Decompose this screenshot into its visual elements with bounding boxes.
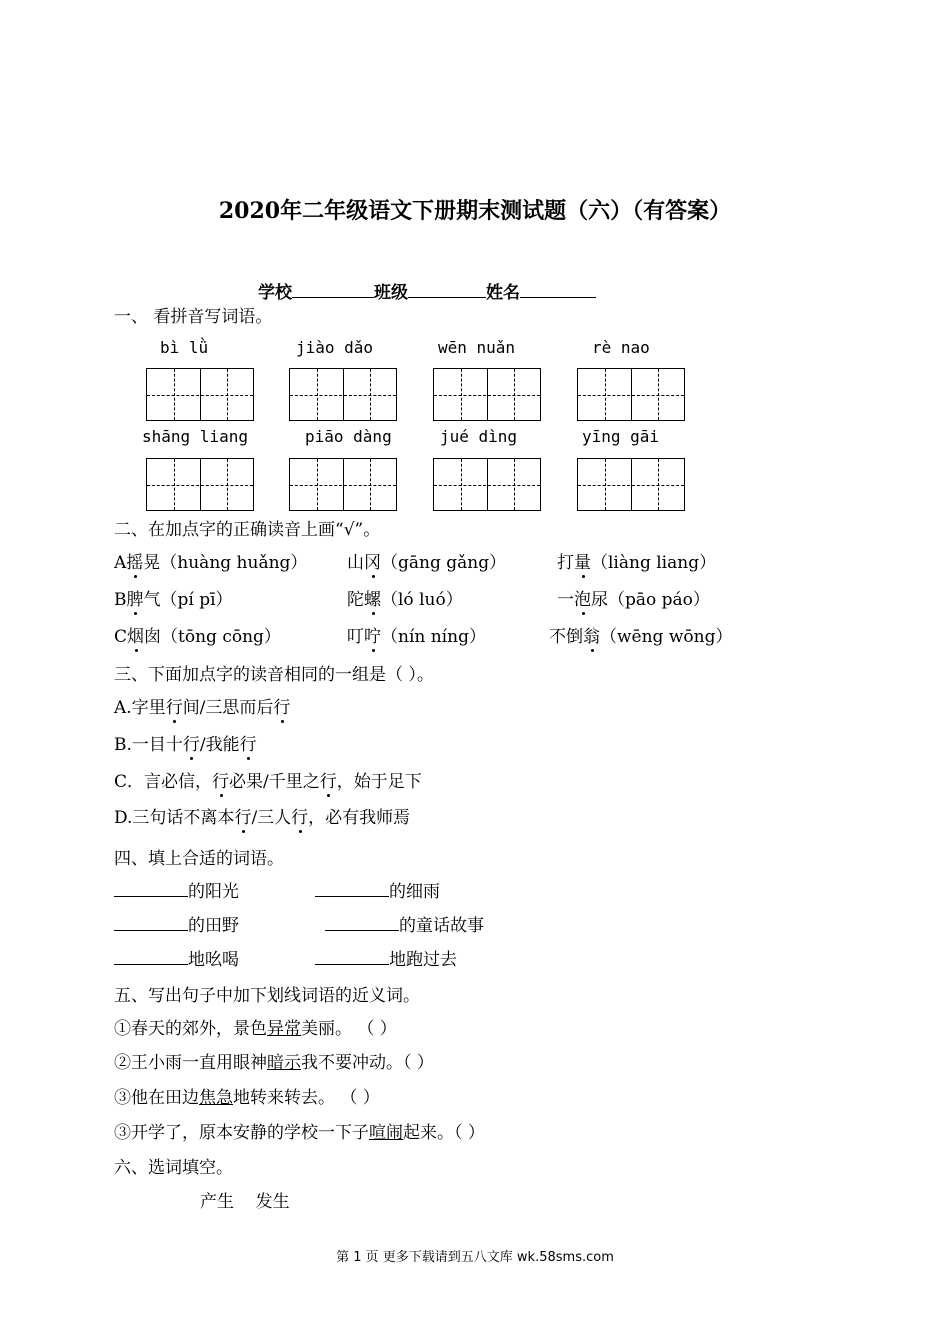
page-footer: 第 1 页 更多下载请到五八文库 wk.58sms.com	[336, 1250, 614, 1265]
s5-item-2: ②王小雨一直用眼神暗示我不要冲动。（ ）	[114, 1053, 434, 1073]
section6-heading: 六、选词填空。	[114, 1158, 233, 1178]
s5-item-4: ③开学了，原本安静的学校一下子喧闹起来。（ ）	[114, 1123, 485, 1143]
s6-word-choices: 产生 发生	[200, 1192, 290, 1212]
s4-item-5: 地吆喝	[114, 945, 239, 970]
section1-heading: 一、 看拼音写词语。	[114, 307, 273, 327]
section2-heading: 二、在加点字的正确读音上画“√”。	[114, 520, 381, 540]
pinyin-2: jiào dǎo	[296, 338, 374, 357]
writing-grid-4[interactable]	[577, 368, 685, 421]
s2-item-a2: 山冈（gāng gǎng）	[347, 548, 506, 573]
s2-item-b2: 陀螺（ló luó）	[347, 585, 463, 610]
pinyin-1: bì lǜ	[160, 338, 209, 357]
section3-heading: 三、下面加点字的读音相同的一组是（ ）。	[114, 665, 434, 685]
writing-grid-1[interactable]	[146, 368, 254, 421]
s3-option-a: A.字里行间/三思而后行	[114, 693, 290, 718]
school-blank	[292, 283, 374, 298]
pinyin-6: piāo dàng	[305, 427, 392, 446]
s2-item-c2: 叮咛（nín níng）	[347, 622, 486, 647]
s2-item-c1: C烟囱（tōng cōng）	[114, 622, 281, 647]
s2-item-c3: 不倒翁（wēng wōng）	[549, 622, 732, 647]
s2-item-a3: 打量（liàng liang）	[557, 548, 716, 573]
student-info	[258, 278, 596, 303]
s4-item-6: 地跑过去	[315, 945, 457, 970]
pinyin-7: jué dìng	[440, 427, 518, 446]
s2-item-a1: A摇晃（huàng huǎng）	[114, 548, 307, 573]
name-blank	[520, 283, 596, 298]
class-label: 班级	[374, 283, 408, 303]
s4-item-3: 的田野	[114, 911, 239, 936]
pinyin-8: yīng gāi	[582, 427, 660, 446]
s3-option-d: D.三句话不离本行/三人行，必有我师焉	[114, 803, 410, 828]
page-title: 2020年二年级语文下册期末测试题（六）（有答案）	[218, 198, 732, 224]
section4-heading: 四、填上合适的词语。	[114, 849, 284, 869]
school-label: 学校	[258, 283, 292, 303]
writing-grid-6[interactable]	[289, 458, 397, 511]
s5-item-1: ①春天的郊外，景色异常美丽。 （ ）	[114, 1019, 397, 1039]
s2-item-b1: B脾气（pí pī）	[114, 585, 233, 610]
s4-item-4: 的童话故事	[325, 911, 484, 936]
writing-grid-3[interactable]	[433, 368, 541, 421]
writing-grid-8[interactable]	[577, 458, 685, 511]
s5-item-3: ③他在田边焦急地转来转去。 （ ）	[114, 1088, 380, 1108]
section5-heading: 五、写出句子中加下划线词语的近义词。	[114, 986, 420, 1006]
s3-option-b: B.一目十行/我能行	[114, 730, 257, 755]
pinyin-4: rè nao	[592, 338, 650, 357]
class-blank	[408, 283, 486, 298]
s4-item-2: 的细雨	[315, 877, 440, 902]
name-label: 姓名	[486, 283, 520, 303]
s3-option-c: C．言必信，行必果/千里之行，始于足下	[114, 767, 422, 792]
writing-grid-5[interactable]	[146, 458, 254, 511]
s2-item-b3: 一泡尿（pāo páo）	[557, 585, 710, 610]
writing-grid-2[interactable]	[289, 368, 397, 421]
pinyin-5: shāng liang	[142, 427, 248, 446]
s4-item-1: 的阳光	[114, 877, 239, 902]
writing-grid-7[interactable]	[433, 458, 541, 511]
pinyin-3: wēn nuǎn	[438, 338, 516, 357]
